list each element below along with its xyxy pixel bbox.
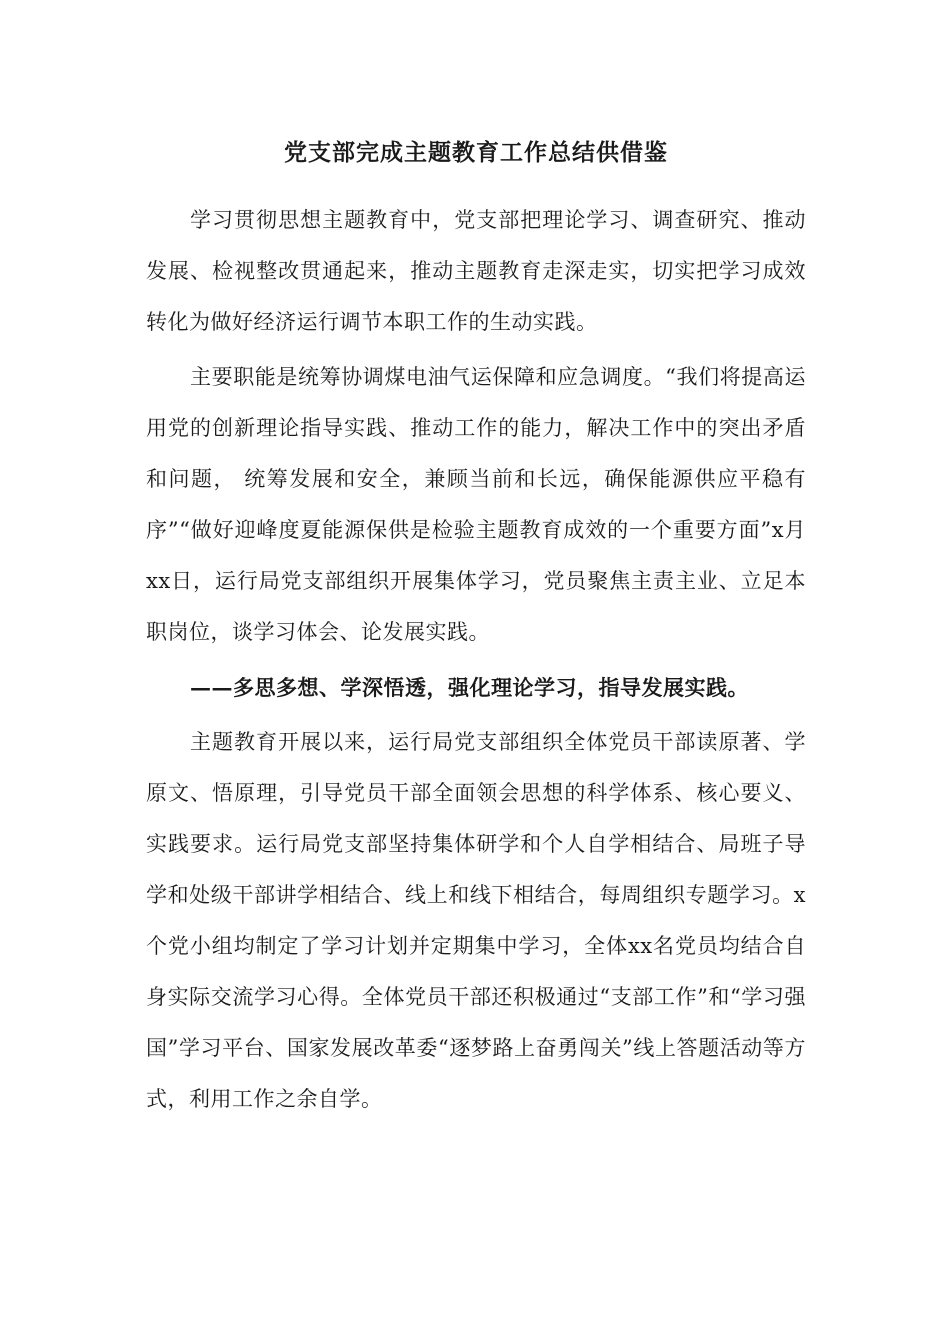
document-title: 党支部完成主题教育工作总结供借鉴 bbox=[284, 139, 668, 166]
paragraph-study: 主题教育开展以来，运行局党支部组织全体党员干部读原著、学原文、悟原理，引导党员干部全面领会思想的科学体系、核心要义、实践要求。运行局党支部坚持集体研学和个人自学相结合、局班子导学和处级干部讲学相结合、线上和线下相结合，每周组织专题学习。x个党小组均制定了学习计划并定期集中学习，全体xx名党员均结合自身实际交流学习心得。全体党员干部还积极通过“支部工作”和“学习强国”学习平台、国家发展改革委“逐梦路上奋勇闯关”线上答题活动等方式，利用工作之余自学。 bbox=[146, 730, 806, 1111]
document-page bbox=[146, 128, 806, 1125]
paragraph-duties: 主要职能是统筹协调煤电油气运保障和应急调度。“我们将提高运用党的创新理论指导实践、推动工作的能力，解决工作中的突出矛盾和问题， 统筹发展和安全，兼顾当前和长远，确保能源供应平稳有序”“做好迎峰度夏能源保供是检验主题教育成效的一个重要方面”x月xx日，运行局党支部组织开展集体学习，党员聚焦主责主业、立足本职岗位，谈学习体会、论发展实践。 bbox=[146, 365, 806, 644]
paragraph-intro: 学习贯彻思想主题教育中，党支部把理论学习、调查研究、推动发展、检视整改贯通起来，推动主题教育走深走实，切实把学习成效转化为做好经济运行调节本职工作的生动实践。 bbox=[146, 208, 806, 334]
section-heading: ——多思多想、学深悟透，强化理论学习，指导发展实践。 bbox=[190, 675, 749, 700]
